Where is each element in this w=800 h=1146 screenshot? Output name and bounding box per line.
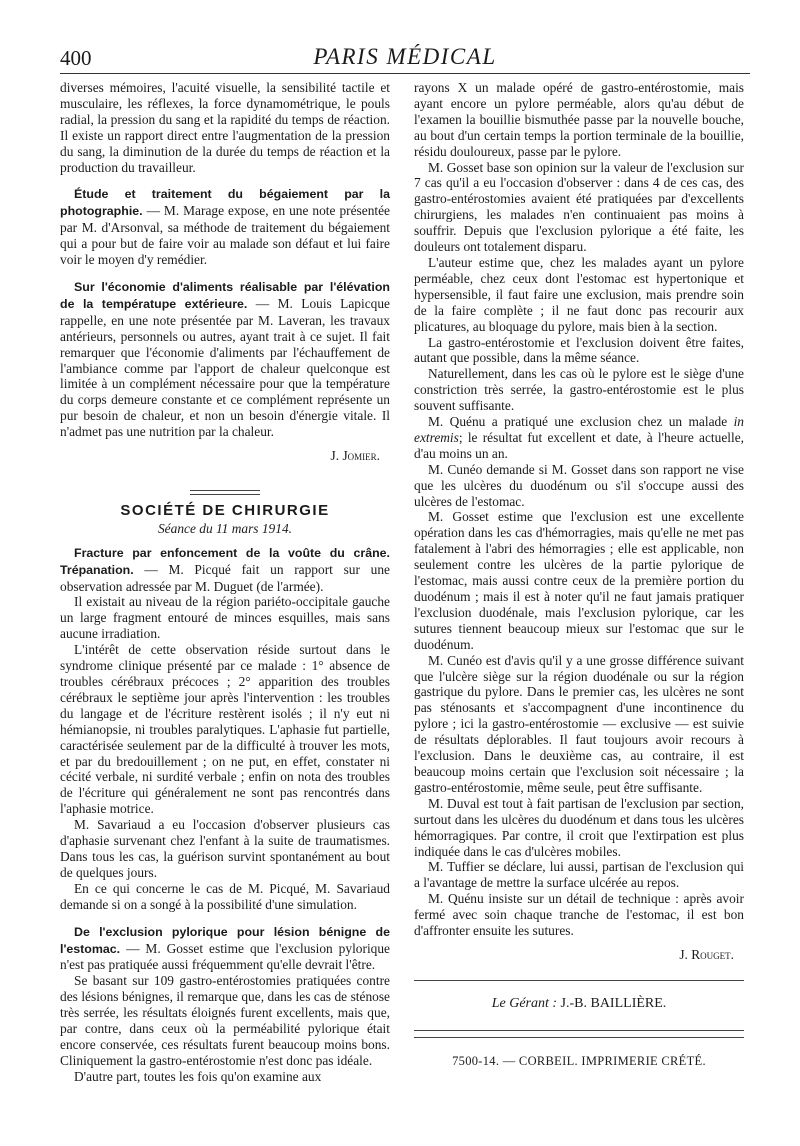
- gerant-name: J.-B. BAILLIÈRE.: [560, 996, 667, 1011]
- paragraph: M. Cunéo demande si M. Gosset dans son rapport ne vise que les ulcères du duodénum ou s'il s'occupe aussi des ulcères de l'estomac.: [414, 461, 744, 509]
- paragraph: La gastro-entérostomie et l'exclusion doivent être faites, autant que possible, dans la même séance.: [414, 334, 744, 366]
- short-rule: [190, 490, 260, 495]
- paragraph: M. Duval est tout à fait partisan de l'exclusion par section, surtout dans les ulcères du duodénum et dans tous les ulcères hémorragiques. Par contre, il croit que l'extirpation est plus indiquée dans le cas d'ulcères mobiles.: [414, 795, 744, 859]
- paragraph: rayons X un malade opéré de gastro-entérostomie, mais ayant encore un pylore perméable, alors qu'au début de l'examen la bouillie bismuthée passe par la nouvelle bouche, au bout d'un certain temps la portion terminale de la bouillie, résidu douloureux, passe par le pylore.: [414, 80, 744, 159]
- section-title: Sur l'économie d'aliments réalisable par l'élévation de la températupe extérieure.: [60, 279, 390, 311]
- paragraph-text: M. Quénu a pratiqué une exclusion chez un malade: [428, 414, 734, 430]
- paragraph: M. Tuffier se déclare, lui aussi, partisan de l'exclusion qui a l'avantage de mettre la surface ulcérée au repos.: [414, 859, 744, 891]
- paragraph: M. Savariaud a eu l'occasion d'observer plusieurs cas d'aphasie survenant chez l'enfant à la suite de traumatismes. Dans tous les cas, la guérison survint spontanément au bout de quelques jours.: [60, 817, 390, 880]
- society-heading: [60, 490, 390, 519]
- section-paragraph: [60, 186, 390, 268]
- gerant-label: Le Gérant :: [491, 996, 558, 1011]
- paragraph-text: ; le résultat fut excellent et date, à l'heure actuelle, d'au moins un an.: [414, 429, 744, 461]
- printer-imprint: 7500-14. — CORBEIL. IMPRIMERIE CRÉTÉ.: [452, 1054, 706, 1068]
- journal-title: PARIS MÉDICAL: [313, 44, 497, 69]
- paragraph: [414, 414, 744, 462]
- footer-rule-top: [414, 980, 744, 981]
- right-column: [414, 80, 744, 963]
- paragraph: D'autre part, toutes les fois qu'on examine aux: [74, 1068, 322, 1084]
- latin-phrase: in extremis: [414, 414, 744, 445]
- section-title: De l'exclusion pylorique pour lésion bénigne de l'estomac.: [60, 924, 390, 956]
- paragraph: L'intérêt de cette observation réside surtout dans le syndrome clinique présenté par ce malade : 1° absence de troubles cérébraux précoces ; 2° apparition des troubles cérébraux le septième jour après l'intervention : les troubles du langage et de l'écriture restèrent isolés ; il n'y eut ni hémianopsie, ni troubles paralytiques. L'aphasie fut partielle, caractérisée seulement par de la difficulté à trouver les mots, et par du bredouillement ; on ne put, en effet, constater ni cécité verbale, ni surdité verbale ; enfin on nota des troubles de l'écriture qui généralement ne sont pas rencontrés dans l'aphasie motrice.: [60, 642, 390, 817]
- signature: J. Jomier.: [330, 448, 380, 464]
- paragraph: Il existait au niveau de la région pariéto-occipitale gauche un large fragment entouré de minces esquilles, mais sans aucune irradiation.: [60, 594, 390, 642]
- header-rule: [60, 73, 750, 74]
- paragraph: M. Cunéo est d'avis qu'il y a une grosse différence suivant que l'ulcère siège sur la région duodénale ou sur la région gastrique du pylore. Dans le premier cas, les ulcères ne sont pas sténosants et s'accompagnent d'une incontinence du pylore ; ici la gastro-entérostomie — exclusive — est suivie de résultats déplorables. Il faut toujours avoir recours à l'exclusion. Dans le deuxième cas, au contraire, il est beaucoup moins certain que l'exclusion soit nécessaire ; la gastro-entérostomie, même seule, peut être suffisante.: [414, 652, 744, 795]
- page-number: 400: [60, 46, 92, 70]
- page-header: [60, 40, 750, 74]
- session-date: Séance du 11 mars 1914.: [157, 520, 292, 536]
- paragraph-text: — M. Picqué fait un rapport sur une observation adressée par M. Duguet (de l'armée).: [60, 561, 390, 594]
- paragraph: L'auteur estime que, chez les malades ayant un pylore perméable, chez ceux dont l'estomac est hypertonique et hypersensible, il faut faire une exclusion, mais prendre soin de la faire complète ; il ne faut donc pas recourir aux plicatures, au bloquage du pylore, mais bien à la section.: [414, 254, 744, 334]
- paragraph: M. Gosset base son opinion sur la valeur de l'exclusion sur 7 cas qu'il a eu l'occasion d'observer : dans 4 de ces cas, des gastro-entérostomies avaient été pratiquées par d'excellents chirurgiens, les malades n'en continuaient pas moins à souffrir. Depuis que l'exclusion pylorique a été faite, les douleurs ont totalement disparu.: [414, 159, 744, 255]
- section-paragraph: [60, 924, 390, 974]
- paragraph-text: — M. Marage expose, en une note présentée par M. d'Arsonval, sa méthode de traitement du bégaiement qui a pour but de faire voir au malade son défaut et lui faire voir le moyen d'y remédier.: [60, 203, 390, 268]
- left-column: [60, 80, 390, 1085]
- society-title: SOCIÉTÉ DE CHIRURGIE: [120, 501, 330, 519]
- section-title: Étude et traitement du bégaiement par la photographie.: [60, 187, 390, 219]
- paragraph: Naturellement, dans les cas où le pylore est le siège d'une constriction très serrée, la gastro-entérostomie est le plus souvent suffisante.: [414, 366, 744, 414]
- signature: J. Rouget.: [679, 946, 734, 962]
- publisher-line: [414, 996, 744, 1012]
- paragraph: M. Gosset estime que l'exclusion est une excellente opération dans les cas d'hémorragies, mais qu'elle ne met pas fatalement à l'abri des hémorragies ; elle est applicable, non seulement contre les ulcères de la partie pylorique de l'estomac, mais aussi contre ceux de la première portion du duodénum ; mais il est à noter qu'il ne faut jamais pratiquer l'exclusion duodénale, mais l'exclusion pylorique, car les sutures tiennent beaucoup mieux sur l'estomac que sur le duodénum.: [414, 509, 744, 652]
- paragraph-text: — M. Gosset estime que l'exclusion pylorique n'est pas pratiquée aussi fréquemment qu'elle devrait l'être.: [60, 940, 390, 973]
- section-paragraph: [60, 545, 390, 595]
- section-paragraph: [60, 279, 390, 440]
- paragraph: M. Quénu insiste sur un détail de technique : après avoir fermé avec soin chaque tranche de l'estomac, il est bon d'affronter ensuite les sutures.: [414, 891, 744, 939]
- footer-rule-bottom: [414, 1037, 744, 1038]
- section-title: Fracture par enfoncement de la voûte du crâne. Trépanation.: [60, 545, 390, 577]
- paragraph: En ce qui concerne le cas de M. Picqué, M. Savariaud demande si on a songé à la possibilité d'une simulation.: [60, 880, 390, 912]
- footer-rule-middle: [414, 1030, 744, 1031]
- paragraph: Se basant sur 109 gastro-entérostomies pratiquées contre des lésions bénignes, il remarque que, dans les cas de sténose très serrée, les résultats éloignés furent excellents, mais que, par contre, dans ceux où la perméabilité pylorique était encore conservée, ces résultats furent beaucoup moins bons. Cliniquement la gastro-entérostomie n'est donc pas idéale.: [60, 973, 390, 1068]
- paragraph: diverses mémoires, l'acuité visuelle, la sensibilité tactile et musculaire, les réflexes, la force dynamométrique, le pouls radial, la pression du sang et la rapidité du temps de réaction. Il existe un rapport direct entre l'augmentation de la pression du sang, la diminution de la durée du temps de réaction et la production du travailleur.: [60, 80, 390, 175]
- paragraph-text: — M. Louis Lapicque rappelle, en une note présentée par M. Laveran, les travaux antérieurs, personnels ou autres, ayant trait à ce sujet. Il fait remarquer que l'économie d'aliments par l'échauffement de l'ambiance comme par l'apport de chaleur quelconque est limitée à un complément nécessaire pour que la température du corps demeure constante et ce complément représente un pur besoin de chaleur, et non un besoin d'énergie vitale. Il n'admet pas une nutrition par la chaleur.: [60, 295, 390, 440]
